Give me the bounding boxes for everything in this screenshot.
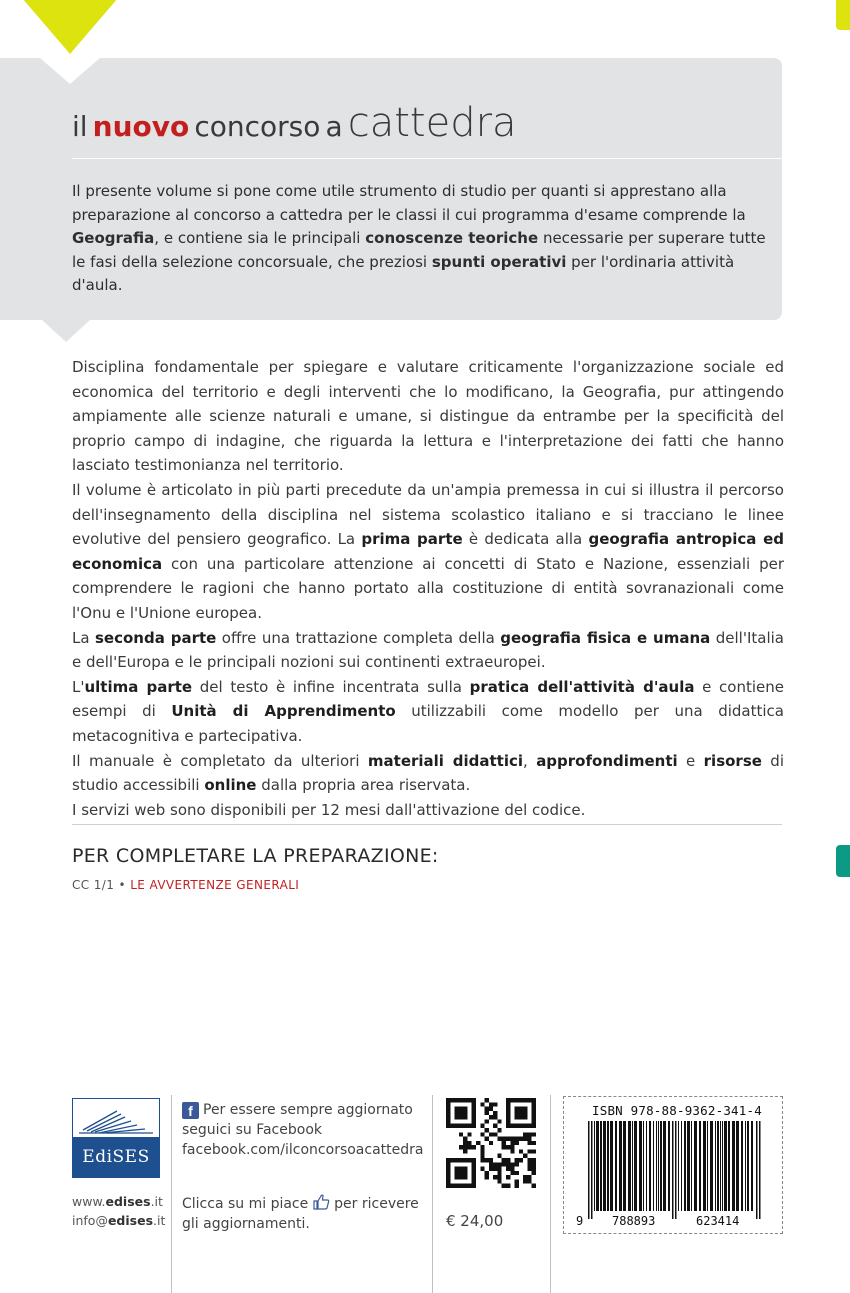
contact-links <box>72 1192 165 1230</box>
paragraph-1: Disciplina fondamentale per spiegare e valutare criticamente l'organizzazione sociale ed economica del territorio e degli interventi che lo modificano, la Geografia, pur attingendo ampiamente alle scienze naturali e umane, si distingue da entrambe per la specificità del proprio campo di indagine, che riguarda la lettura e l'interpretazione dei fatti che hanno lasciato testimonianza nel territorio. <box>72 358 784 475</box>
edises-logo <box>72 1098 160 1178</box>
barcode-digit-lead: 9 <box>576 1214 584 1228</box>
email-link[interactable]: info@edises.it <box>72 1213 166 1228</box>
paragraph-3: La seconda parte offre una trattazione completa della geografia fisica e umana dell'Italia e dell'Europa e le principali nozioni sui continenti extraeuropei. <box>72 628 784 672</box>
logo-wordmark: EdiSES <box>73 1137 159 1177</box>
paragraph-6: I servizi web sono disponibili per 12 mesi dall'attivazione del codice. <box>72 800 586 819</box>
facebook-block: f Per essere sempre aggiornato seguici su Facebook facebook.com/ilconcorsoacattedra <box>182 1100 427 1160</box>
paragraph-2: Il volume è articolato in più parti precedute da un'ampia premessa in cui si illustra il percorso dell'insegnamento della disciplina nel sistema scolastico italiano e si tracciano le linee evolutive del pensiero geografico. La prima parte è dedicata alla geografia antropica ed economica con una particolare attenzione ai concetti di Stato e Nazione, essenziali per comprendere le ragioni che hanno portato alla costituzione di entità sovranazionali come l'Onu e l'Unione europea. <box>72 480 784 622</box>
website-link[interactable]: www.edises.it <box>72 1194 163 1209</box>
intro-text: Il presente volume si pone come utile strumento di studio per quanti si apprestano alla preparazione al concorso a cattedra per le classi il cui programma d'esame comprende la Geografia, e contiene sia le principali conoscenze teoriche necessarie per superare tutte le fasi della selezione concorsuale, che preziosi spunti operativi per l'ordinaria attività d'aula. <box>72 182 766 294</box>
title-highlight: nuovo <box>92 110 190 143</box>
related-title: CC 1/1 • LE AVVERTENZE GENERALI <box>72 878 300 892</box>
teal-edge-tab <box>836 845 850 877</box>
related-link[interactable]: LE AVVERTENZE GENERALI <box>130 878 300 892</box>
footer-divider-1 <box>171 1095 172 1293</box>
footer-divider-3 <box>550 1095 551 1293</box>
price: € 24,00 <box>446 1212 504 1230</box>
title-divider <box>72 158 782 159</box>
panel-notch-bottom <box>42 320 90 342</box>
facebook-icon: f <box>182 1102 199 1119</box>
complete-heading: PER COMPLETARE LA PREPARAZIONE: <box>72 845 439 867</box>
thumbs-up-icon <box>313 1194 330 1210</box>
qr-code <box>446 1098 536 1188</box>
page-title: il nuovo concorso a cattedra <box>72 100 517 146</box>
section-divider <box>72 824 782 825</box>
barcode <box>574 1121 774 1229</box>
yellow-corner-triangle <box>10 0 130 54</box>
panel-notch-top <box>40 58 100 84</box>
footer-divider-2 <box>432 1095 433 1293</box>
facebook-link[interactable]: facebook.com/ilconcorsoacattedra <box>182 1142 424 1158</box>
paragraph-4: L'ultima parte del testo è infine incentrata sulla pratica dell'attività d'aula e contiene esempi di Unità di Apprendimento utilizzabili come modello per una didattica metacognitiva e partecipativa. <box>72 677 785 745</box>
barcode-digits-right: 623414 <box>696 1214 740 1228</box>
book-icon <box>73 1099 159 1137</box>
yellow-edge-tab <box>836 0 850 30</box>
barcode-digits-left: 788893 <box>612 1214 656 1228</box>
isbn-box <box>563 1096 783 1234</box>
paragraph-5: Il manuale è completato da ulteriori materiali didattici, approfondimenti e risorse di studio accessibili online dalla propria area riservata. <box>72 751 784 795</box>
like-block: Clicca su mi piace per ricevere gli aggiornamenti. <box>182 1196 419 1232</box>
description-text <box>72 355 784 822</box>
isbn-number: ISBN 978-88-9362-341-4 <box>592 1103 762 1118</box>
